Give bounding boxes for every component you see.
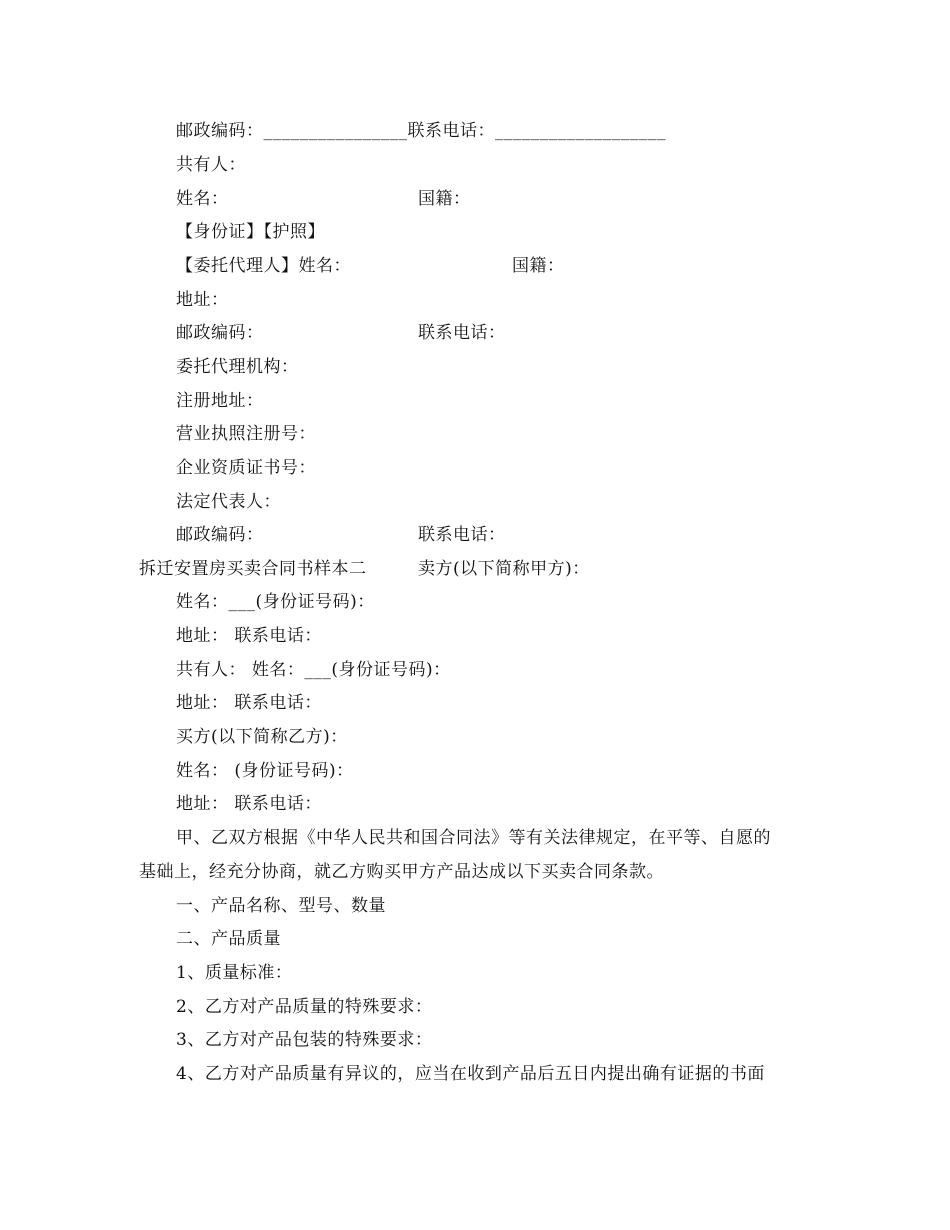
postal-phone-line-1 — [176, 322, 506, 344]
postal-phone-line-2 — [176, 524, 506, 546]
name-nationality-line — [176, 188, 471, 210]
seller-name-line: 姓名：___(身份证号码)： — [176, 592, 375, 612]
buyer-name-line: 姓名： (身份证号码)： — [176, 761, 354, 781]
phone-label: 联系电话： — [418, 525, 506, 545]
sample-title-line — [139, 558, 590, 580]
intro-paragraph-line-2: 基础上，经充分协商，就乙方购买甲方产品达成以下买卖合同条款。 — [139, 862, 664, 882]
buyer-heading: 买方(以下简称乙方)： — [176, 727, 348, 747]
phone-label: 联系电话：___________________ — [407, 121, 666, 141]
nationality-label: 国籍： — [418, 189, 471, 209]
id-types-line: 【身份证】【护照】 — [176, 222, 325, 242]
co-owner-name-line: 共有人： 姓名：___(身份证号码)： — [176, 660, 451, 680]
qualification-number-label: 企业资质证书号： — [176, 458, 316, 478]
list-item-4: 4、乙方对产品质量有异议的，应当在收到产品后五日内提出确有证据的书面 — [176, 1064, 765, 1084]
postal-code-label: 邮政编码：________________ — [176, 121, 408, 141]
section-heading-2: 二、产品质量 — [176, 929, 281, 949]
co-owner-label: 共有人： — [176, 155, 246, 175]
agent-nationality-label: 国籍： — [512, 256, 565, 276]
buyer-address-line: 地址： 联系电话： — [176, 794, 322, 814]
license-number-label: 营业执照注册号： — [176, 424, 316, 444]
section-heading-1: 一、产品名称、型号、数量 — [176, 896, 386, 916]
agency-label: 委托代理机构： — [176, 357, 299, 377]
sample-title: 拆迁安置房买卖合同书样本二 — [139, 559, 367, 579]
list-item-1: 1、质量标准： — [176, 963, 293, 983]
address-label: 地址： — [176, 290, 229, 310]
intro-paragraph-line-1: 甲、乙双方根据《中华人民共和国合同法》等有关法律规定，在平等、自愿的 — [176, 828, 771, 848]
name-label: 姓名： — [176, 189, 229, 209]
postal-code-label: 邮政编码： — [176, 525, 264, 545]
legal-representative-label: 法定代表人： — [176, 492, 281, 512]
list-item-2: 2、乙方对产品质量的特殊要求： — [176, 997, 433, 1017]
co-owner-address-line: 地址： 联系电话： — [176, 693, 322, 713]
postal-phone-line-top — [176, 120, 666, 142]
postal-code-label: 邮政编码： — [176, 323, 264, 343]
phone-label: 联系电话： — [418, 323, 506, 343]
list-item-3: 3、乙方对产品包装的特殊要求： — [176, 1030, 433, 1050]
seller-heading: 卖方(以下简称甲方)： — [418, 559, 590, 579]
agent-line — [176, 255, 565, 277]
agent-name-label: 【委托代理人】姓名： — [176, 256, 351, 276]
seller-address-line: 地址： 联系电话： — [176, 626, 322, 646]
registered-address-label: 注册地址： — [176, 391, 264, 411]
